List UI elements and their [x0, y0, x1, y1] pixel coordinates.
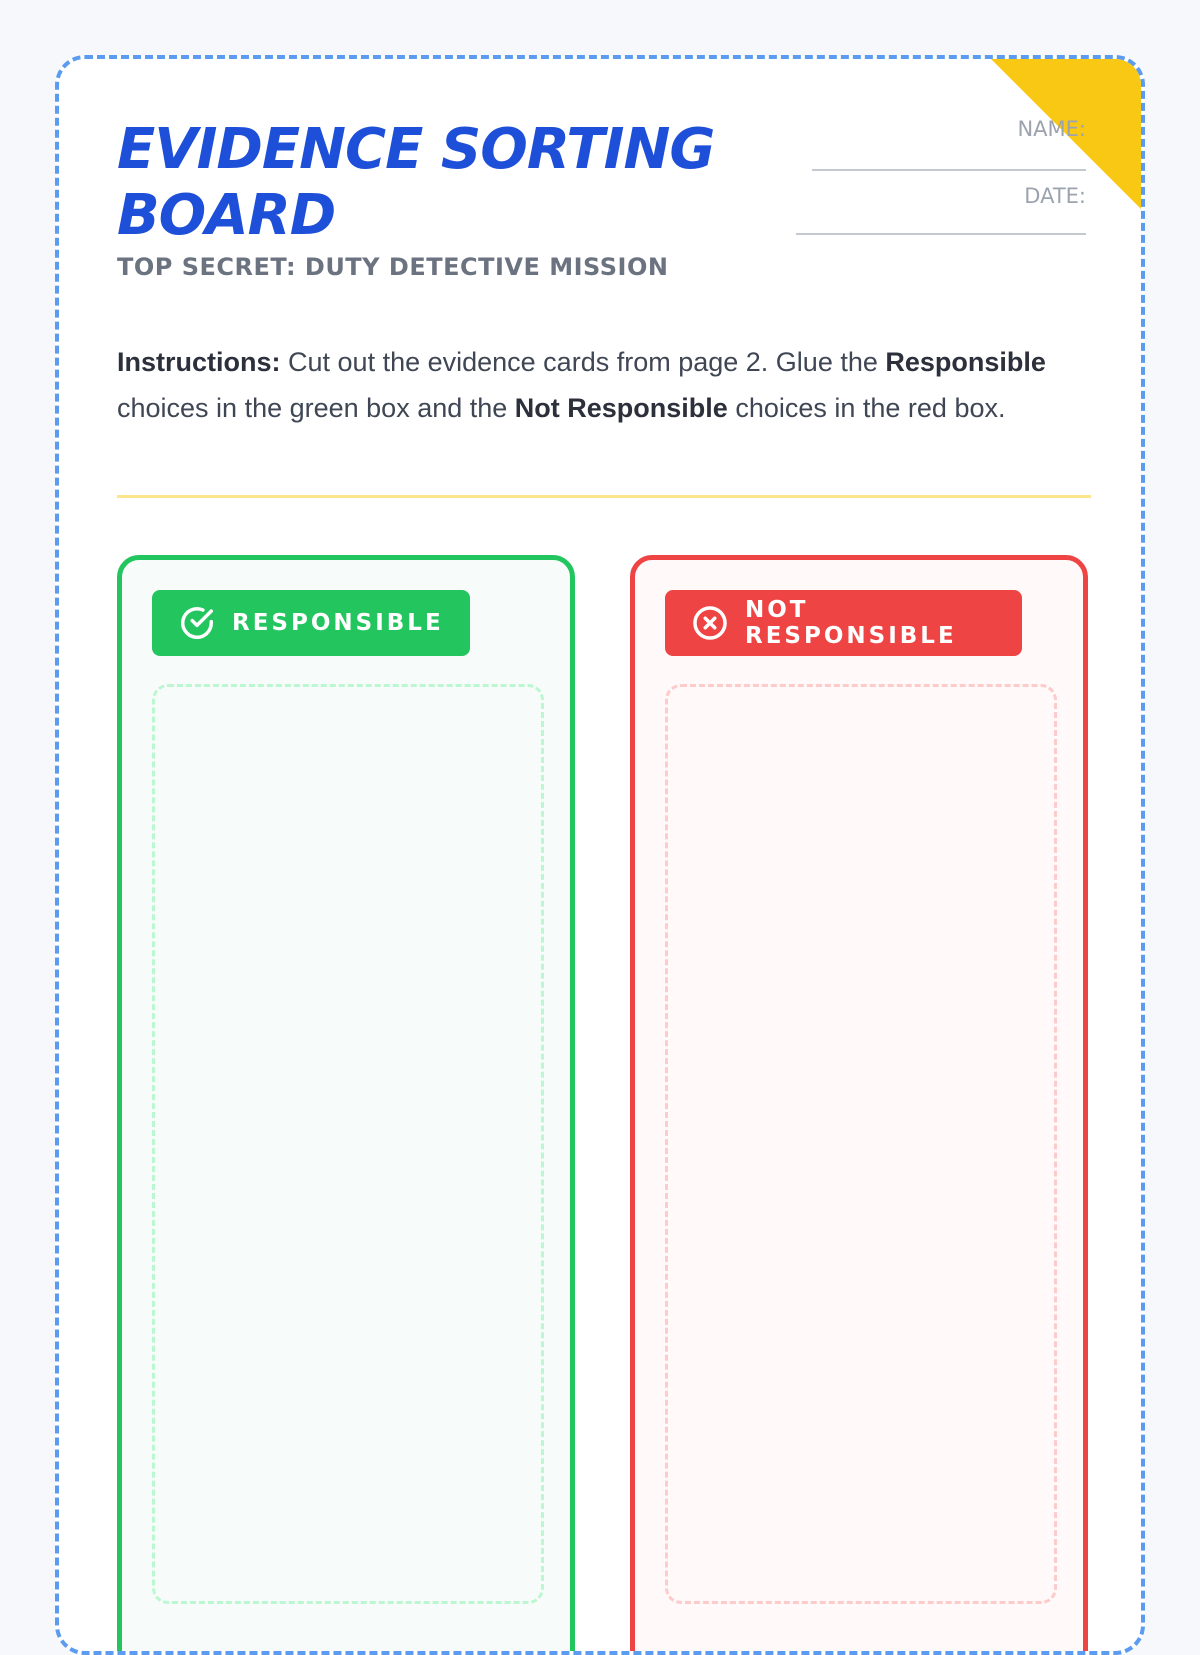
instructions-text: Cut out the evidence cards from page 2. Glue the: [280, 347, 886, 377]
worksheet: [55, 55, 1145, 1655]
instructions-text: choices in the red box.: [727, 393, 1006, 423]
responsible-dropzone[interactable]: [152, 684, 544, 1604]
x-circle-icon: [691, 604, 729, 642]
not-responsible-dropzone[interactable]: [665, 684, 1057, 1604]
not-responsible-label: NOT RESPONSIBLE: [745, 597, 957, 649]
divider: [117, 495, 1091, 498]
responsible-panel: [117, 555, 575, 1655]
instructions-not-responsible: Not Responsible: [514, 393, 728, 423]
instructions-text: choices in the green box and the: [117, 393, 515, 423]
page-subtitle: TOP SECRET: DUTY DETECTIVE MISSION: [117, 253, 669, 281]
not-responsible-panel: [630, 555, 1088, 1655]
check-circle-icon: [178, 604, 216, 642]
instructions-lead: Instructions:: [117, 347, 281, 377]
name-label: NAME:: [1017, 117, 1086, 141]
not-responsible-badge: [665, 590, 1022, 656]
name-field[interactable]: [812, 169, 1086, 171]
instructions: [117, 339, 1097, 431]
date-label: DATE:: [1024, 184, 1086, 208]
responsible-badge: [152, 590, 470, 656]
date-field[interactable]: [796, 233, 1086, 235]
page-title: EVIDENCE SORTING BOARD: [117, 117, 715, 248]
responsible-label: RESPONSIBLE: [232, 610, 444, 636]
instructions-responsible: Responsible: [885, 347, 1046, 377]
